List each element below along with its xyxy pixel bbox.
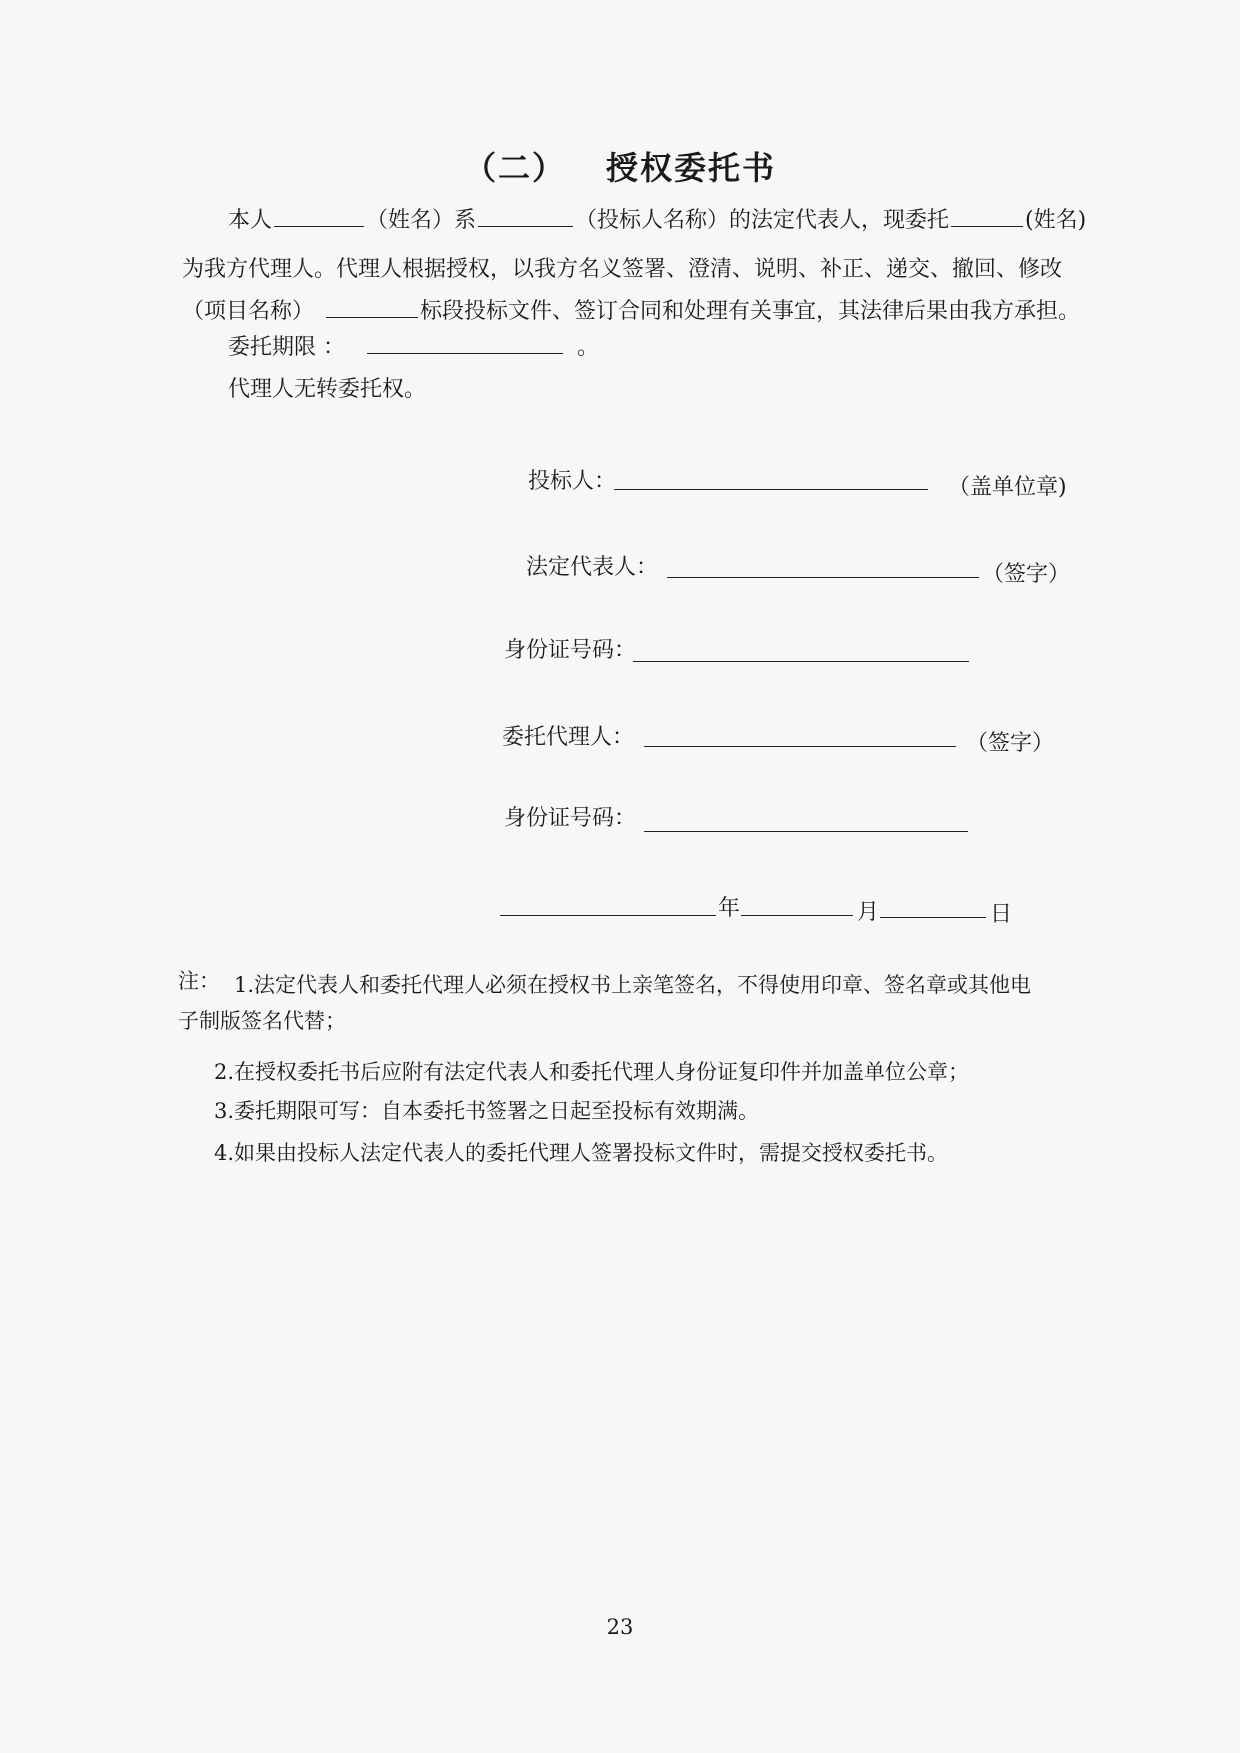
note-item-3: 3.委托期限可写：自本委托书签署之日起至投标有效期满。 bbox=[214, 1099, 760, 1123]
month-label: 月 bbox=[857, 900, 880, 925]
bidder-name-blank[interactable] bbox=[478, 204, 573, 227]
text-segment: 本人 bbox=[228, 208, 273, 233]
notes-prefix: 注： bbox=[178, 969, 220, 993]
bidder-signature-line[interactable] bbox=[614, 489, 928, 490]
note-item-1a: 1.法定代表人和委托代理人必须在授权书上亲笔签名，不得使用印章、签名章或其他电 bbox=[234, 973, 1032, 997]
term-line bbox=[228, 330, 599, 366]
legal-rep-signature-line[interactable] bbox=[667, 577, 979, 578]
agent-id-line[interactable] bbox=[644, 831, 968, 832]
legal-rep-id-line[interactable] bbox=[633, 661, 969, 662]
agent-label: 委托代理人： bbox=[502, 725, 635, 750]
year-line[interactable] bbox=[500, 915, 716, 916]
note-item-4: 4.如果由投标人法定代表人的委托代理人签署投标文件时，需提交授权委托书。 bbox=[214, 1141, 949, 1165]
name-blank[interactable] bbox=[274, 204, 364, 227]
project-name-blank[interactable] bbox=[326, 295, 418, 318]
term-suffix: 。 bbox=[577, 335, 600, 360]
term-blank[interactable] bbox=[367, 331, 563, 354]
paragraph-line-2: 为我方代理人。代理人根据授权，以我方名义签署、澄清、说明、补正、递交、撤回、修改 bbox=[182, 257, 1063, 282]
agent-sign-note: （签字） bbox=[966, 731, 1055, 756]
day-line[interactable] bbox=[880, 917, 986, 918]
text-segment: (姓名) bbox=[1025, 208, 1087, 233]
day-label: 日 bbox=[990, 902, 1013, 927]
legal-rep-id-label: 身份证号码： bbox=[504, 638, 637, 663]
legal-rep-sign-note: （签字） bbox=[982, 562, 1071, 587]
month-line[interactable] bbox=[741, 915, 853, 916]
text-segment: （姓名）系 bbox=[366, 208, 477, 233]
bidder-label: 投标人： bbox=[528, 469, 617, 494]
title-main: 授权委托书 bbox=[606, 149, 777, 187]
agent-signature-line[interactable] bbox=[644, 746, 956, 747]
term-label: 委托期限 ： bbox=[228, 335, 345, 360]
page-number: 23 bbox=[606, 1615, 634, 1639]
paragraph-line-1 bbox=[228, 203, 1086, 239]
note-item-2: 2.在授权委托书后应附有法定代表人和委托代理人身份证复印件并加盖单位公章； bbox=[214, 1060, 970, 1084]
no-transfer-text: 代理人无转委托权。 bbox=[228, 377, 427, 402]
text-segment: 标段投标文件、签订合同和处理有关事宜，其法律后果由我方承担。 bbox=[420, 299, 1081, 324]
legal-rep-label: 法定代表人： bbox=[526, 555, 659, 580]
text-segment: （项目名称） bbox=[182, 299, 315, 324]
note-item-1b: 子制版签名代替； bbox=[178, 1009, 346, 1033]
agent-id-label: 身份证号码： bbox=[504, 806, 637, 831]
agent-name-blank[interactable] bbox=[951, 204, 1023, 227]
bidder-seal-note: （盖单位章) bbox=[948, 475, 1067, 500]
year-label: 年 bbox=[718, 896, 741, 921]
page-title bbox=[0, 143, 1240, 189]
title-prefix: （二） bbox=[463, 149, 566, 187]
text-segment: （投标人名称）的法定代表人，现委托 bbox=[575, 208, 950, 233]
paragraph-line-3 bbox=[182, 294, 1080, 330]
